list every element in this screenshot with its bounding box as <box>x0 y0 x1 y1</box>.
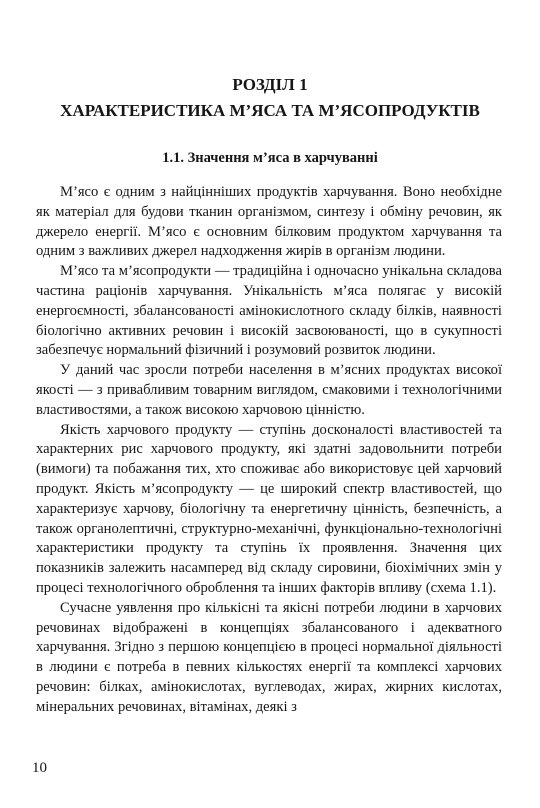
chapter-title: ХАРАКТЕРИСТИКА М’ЯСА ТА М’ЯСОПРОДУКТІВ <box>60 101 480 120</box>
paragraph-2: М’ясо та м’ясопродукти — традиційна і одночасно унікальна складова частина раціонів харчування. Унікальність м’яса полягає у високій енергоємності, збалансованості амінокислотного складу білків, наявності біологічно активних речовин і високій засвоюваності, що в сукупності забезпечує нормальний фізичний і розумовий розвиток людини. <box>36 263 502 359</box>
chapter-heading <box>20 72 520 124</box>
body-text <box>36 183 502 718</box>
paragraph-5: Сучасне уявлення про кількісні та якісні потреби людини в харчових речовинах відображені в концепціях збалансованого і адекватного харчування. Згідно з першою концепцією в процесі нормальної діяльності в людини є потреба в певних кількостях енергії та комплексі харчових речовин: білках, амінокислотах, вуглеводах, жирах, жирних кислотах, мінеральних речовинах, вітамінах, деякі з <box>36 599 502 715</box>
page-number: 10 <box>32 760 47 776</box>
chapter-number: РОЗДІЛ 1 <box>232 75 308 94</box>
section-title: 1.1. Значення м’яса в харчуванні <box>162 150 378 166</box>
paragraph-1: М’ясо є одним з найцінніших продуктів харчування. Воно необхідне як матеріал для будови тканин організмом, синтезу і обміну речовин, як джерело енергії. М’ясо є основним білковим продуктом харчування та одним з важливих джерел надходження жирів в організм людини. <box>36 184 502 260</box>
paragraph-4: Якість харчового продукту — ступінь досконалості властивостей та характерних рис харчового продукту, які здатні задовольнити потреби (вимоги) та побажання тих, хто споживає або використовує цей харчовий продукт. Якість м’ясопродукту — це широкий спектр властивостей, що характеризує харчову, біологічну та енергетичну цінність, безпечність, а також органолептичні, структурно-механічні, функціонально-технологічні характеристики продукту та ступінь їх проявлення. Значення цих показників залежить насамперед від складу сировини, біохімічних змін у процесі технологічного оброблення та інших факторів впливу (схема 1.1). <box>36 421 502 596</box>
paragraph-3: У даний час зросли потреби населення в м’ясних продуктах високої якості — з привабливим товарним виглядом, смаковими і технологічними властивостями, а також високою харчовою цінністю. <box>36 362 502 418</box>
